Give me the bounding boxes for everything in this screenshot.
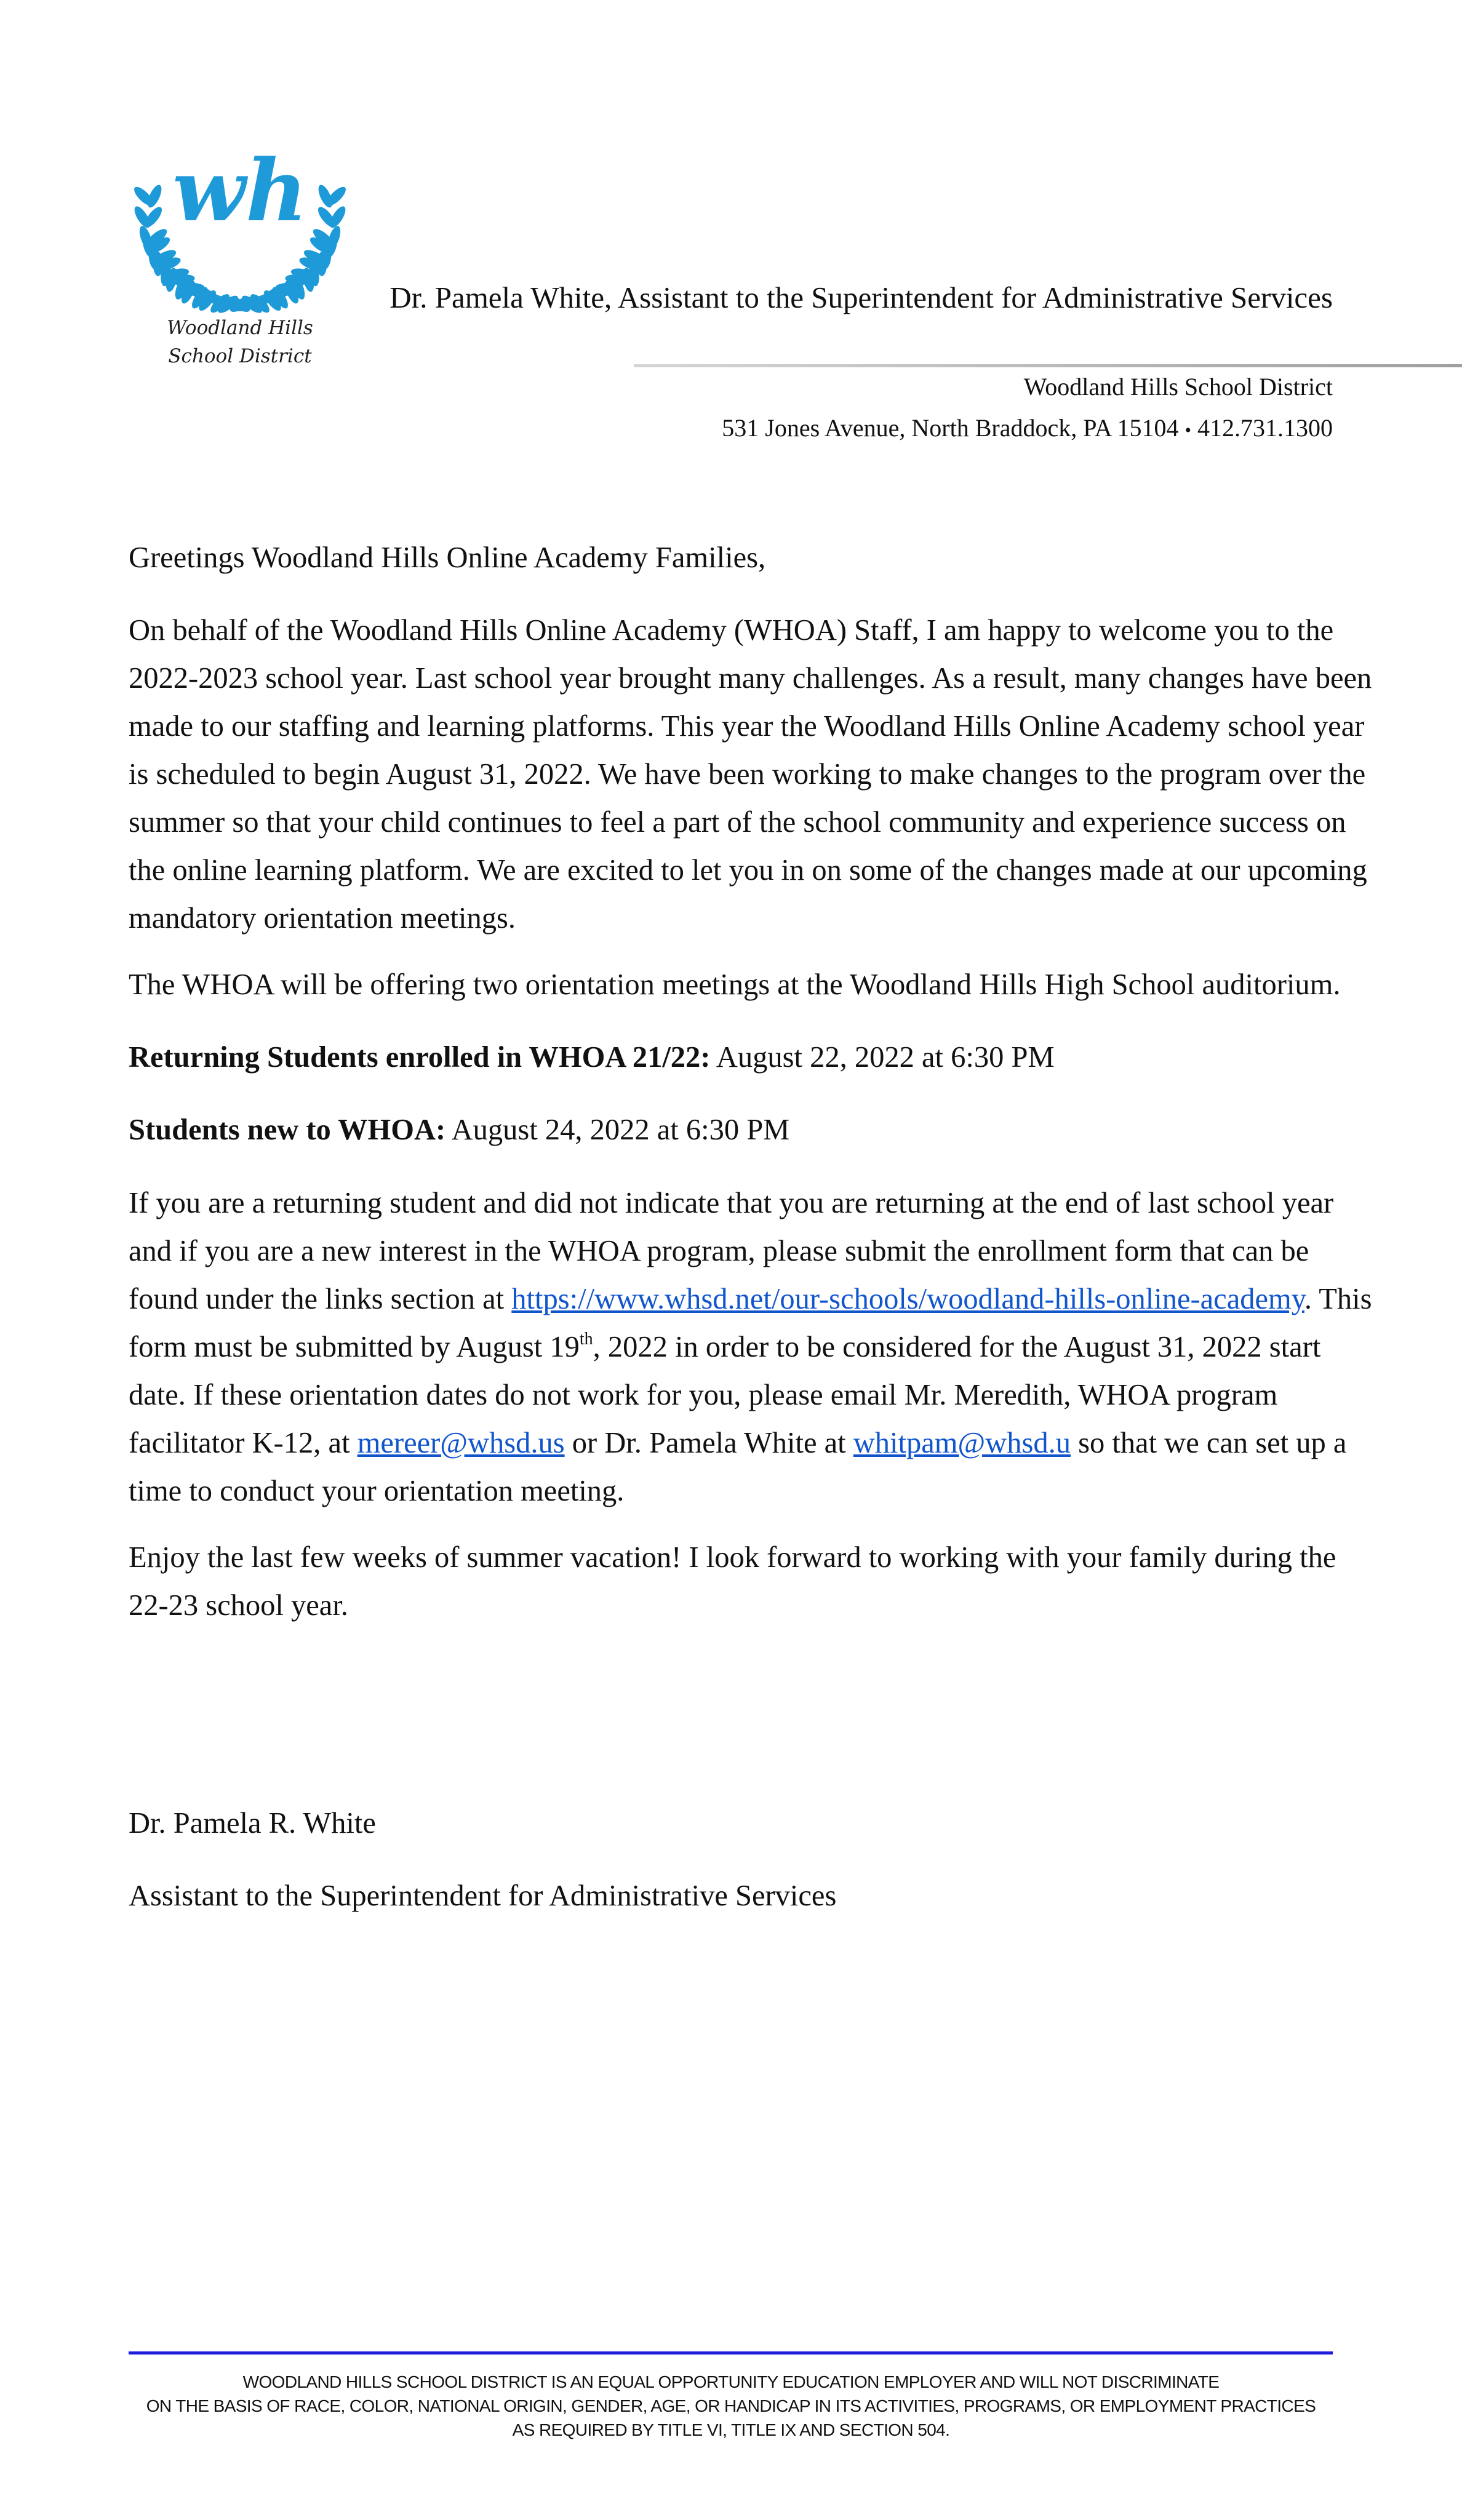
footer-notice-line3: AS REQUIRED BY TITLE VI, TITLE IX AND SECTION 504.: [512, 2420, 950, 2439]
ordinal-suffix: th: [579, 1330, 593, 1349]
footer-notice-line2: ON THE BASIS OF RACE, COLOR, NATIONAL ORIGIN, GENDER, AGE, OR HANDICAP IN ITS ACTIVITIES, PROGRAMS, OR EMPLOYMENT PRACTICES: [146, 2396, 1316, 2415]
paragraph-closing: [129, 1534, 1335, 1630]
paragraph-line: [129, 1323, 1335, 1371]
letterhead-address: 531 Jones Avenue, North Braddock, PA 15104: [722, 414, 1179, 442]
meeting-new-label: Students new to WHOA:: [129, 1114, 446, 1146]
meeting-returning-date: August 22, 2022 at 6:30 PM: [710, 1041, 1055, 1074]
meeting-returning-students: [129, 1034, 1335, 1082]
paragraph-line: and if you are a new interest in the WHOA program, please submit the enrollment form that can be: [129, 1235, 1309, 1267]
footer-notice-line1: WOODLAND HILLS SCHOOL DISTRICT IS AN EQUAL OPPORTUNITY EDUCATION EMPLOYER AND WILL NOT DISCRIMINATE: [242, 2372, 1220, 2391]
letter-greeting: Greetings Woodland Hills Online Academy Families,: [129, 541, 766, 574]
letterhead-divider: [634, 364, 1462, 367]
meredith-email-link[interactable]: mereer@whsd.us: [357, 1427, 565, 1459]
letterhead-phone: 412.731.1300: [1197, 414, 1333, 442]
logo-caption-line2: School District: [168, 345, 312, 367]
letterhead-title: Dr. Pamela White, Assistant to the Superintendent for Administrative Services: [389, 281, 1333, 314]
paragraph-text: so that we can set up a: [1070, 1427, 1347, 1459]
paragraph-line: summer so that your child continues to feel a part of the school community and experience success on: [129, 806, 1346, 839]
paragraph-line: 22-23 school year.: [129, 1589, 348, 1622]
paragraph-text: . This: [1304, 1283, 1372, 1315]
footer-divider: [129, 2351, 1333, 2355]
paragraph-line: is scheduled to begin August 31, 2022. We have been working to make changes to the program over the: [129, 758, 1366, 791]
paragraph-line: Enjoy the last few weeks of summer vacation! I look forward to working with your family during the: [129, 1541, 1336, 1574]
signature-title: Assistant to the Superintendent for Administrative Services: [129, 1880, 837, 1912]
paragraph-text: or Dr. Pamela White at: [564, 1427, 853, 1459]
paragraph-line: made to our staffing and learning platforms. This year the Woodland Hills Online Academy school year: [129, 710, 1365, 743]
paragraph-line: [129, 1275, 1372, 1323]
paragraph-line: mandatory orientation meetings.: [129, 902, 516, 935]
paragraph-text: facilitator K-12, at: [129, 1427, 358, 1459]
wreath-knot: [233, 300, 247, 311]
district-logo: [123, 111, 357, 381]
paragraph-text: found under the links section at: [129, 1283, 512, 1315]
paragraph-line: date. If these orientation dates do not work for you, please email Mr. Meredith, WHOA program: [129, 1379, 1278, 1411]
letterhead-org: Woodland Hills School District: [1023, 373, 1333, 401]
whoa-enrollment-link[interactable]: https://www.whsd.net/our-schools/woodland-hills-online-academy: [511, 1283, 1304, 1315]
paragraph-welcome: [129, 607, 1372, 943]
paragraph-line: On behalf of the Woodland Hills Online Academy (WHOA) Staff, I am happy to welcome you to the: [129, 614, 1334, 647]
letterhead-address-line: [722, 413, 1333, 442]
meeting-returning-label: Returning Students enrolled in WHOA 21/22:: [129, 1041, 711, 1074]
paragraph-line: 2022-2023 school year. Last school year brought many challenges. As a result, many changes have been: [129, 662, 1372, 695]
logo-caption: [123, 314, 357, 370]
paragraph-line: the online learning platform. We are excited to let you in on some of the changes made at our upcoming: [129, 854, 1367, 887]
logo-caption-line1: Woodland Hills: [167, 317, 313, 339]
paragraph-line: time to conduct your orientation meeting.: [129, 1475, 625, 1507]
signature-name: Dr. Pamela R. White: [129, 1807, 376, 1840]
bullet-separator: •: [1184, 420, 1191, 441]
paragraph-orientation-intro: The WHOA will be offering two orientation meetings at the Woodland Hills High School auditorium.: [129, 968, 1341, 1001]
meeting-new-date: August 24, 2022 at 6:30 PM: [445, 1114, 790, 1146]
paragraph-text: form must be submitted by August 19: [129, 1331, 580, 1363]
logo-monogram: wh: [172, 140, 308, 241]
laurel-wreath-logo-icon: [123, 111, 357, 345]
paragraph-line: [129, 1419, 1347, 1467]
paragraph-text: , 2022 in order to be considered for the August 31, 2022 start: [593, 1331, 1321, 1363]
paragraph-enrollment: [129, 1179, 1372, 1515]
meeting-new-students: [129, 1106, 1335, 1154]
white-email-link[interactable]: whitpam@whsd.u: [853, 1427, 1071, 1459]
paragraph-line: If you are a returning student and did not indicate that you are returning at the end of last school year: [129, 1187, 1334, 1219]
